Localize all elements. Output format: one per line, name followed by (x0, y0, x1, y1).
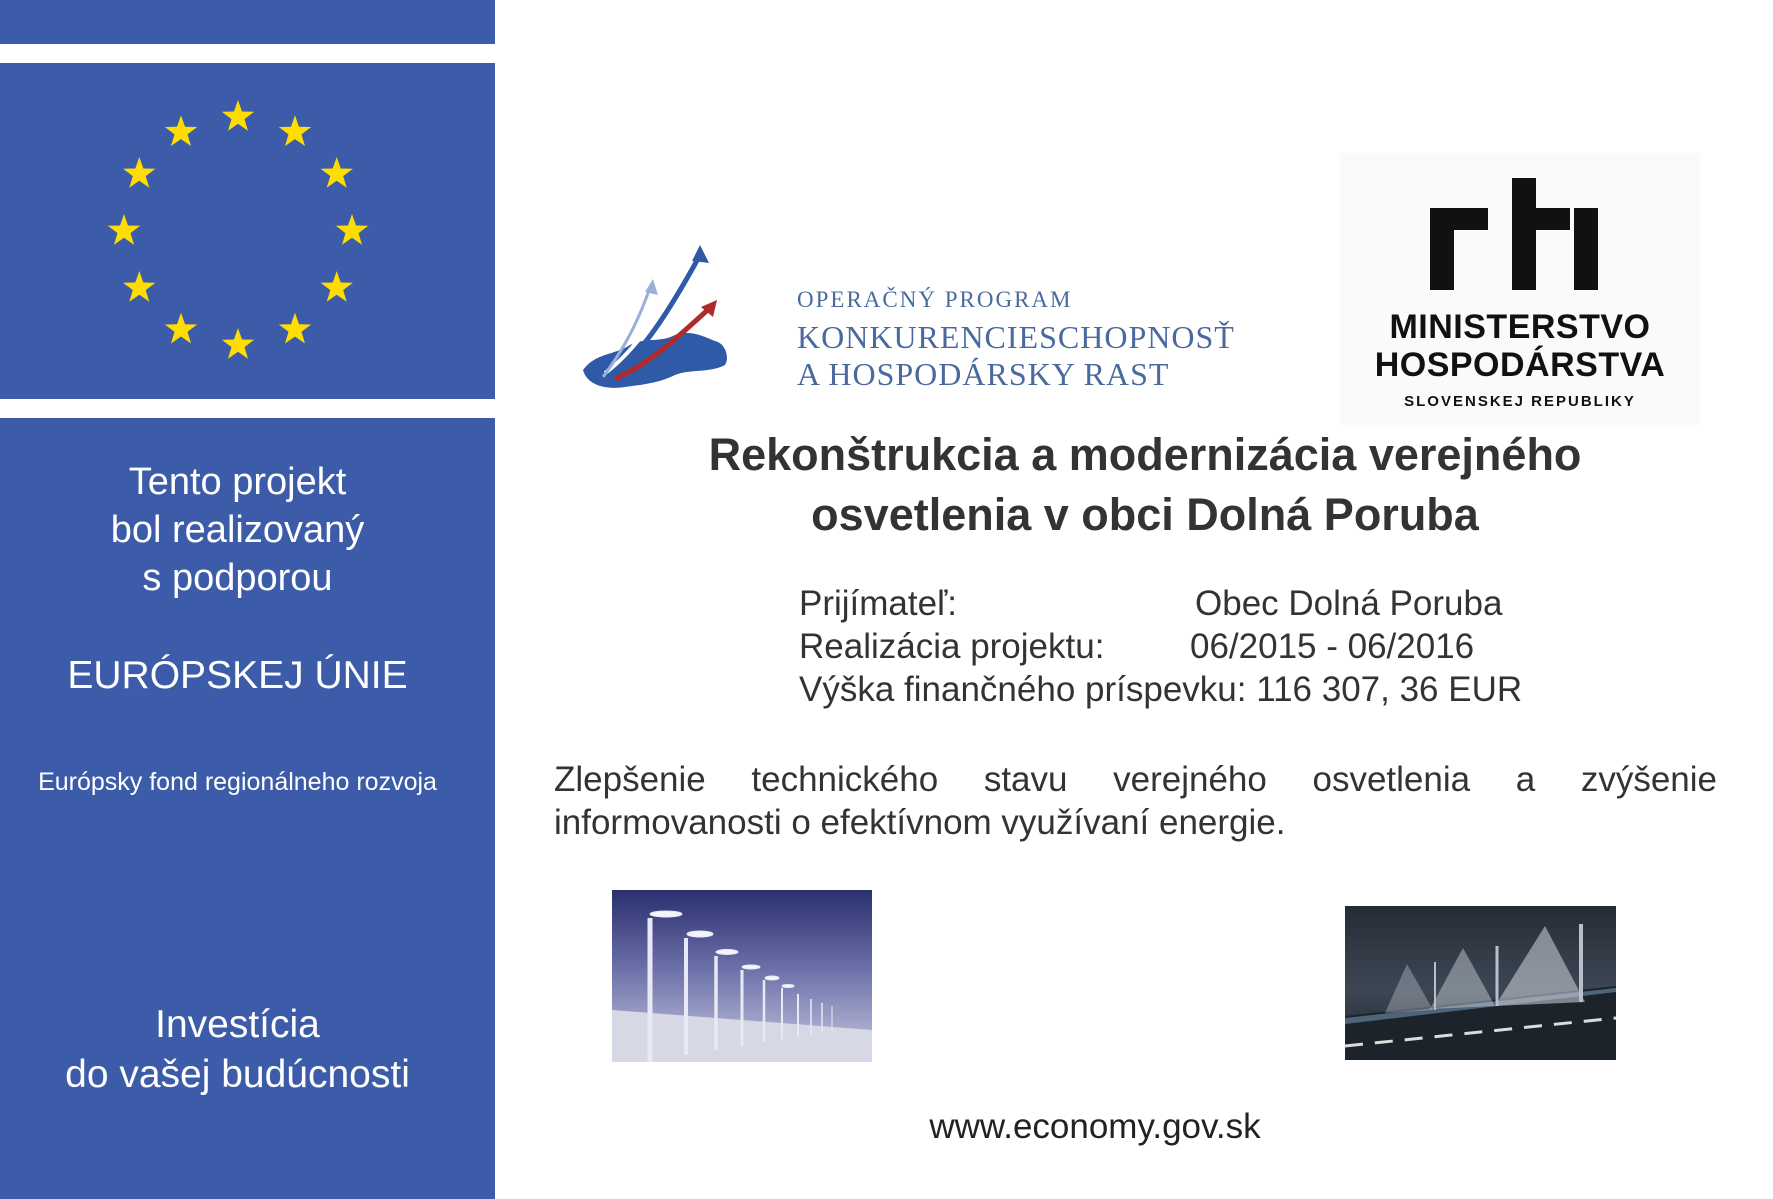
eu-support-box (0, 418, 495, 1199)
star-icon (321, 157, 353, 188)
op-line-1: OPERAČNÝ PROGRAM (797, 287, 1073, 312)
recipient-value: Obec Dolná Poruba (1195, 584, 1503, 623)
recipient-label: Prijímateľ: (799, 584, 958, 623)
ministry-line-2: HOSPODÁRSTVA (1374, 346, 1666, 384)
eu-title: EURÓPSKEJ ÚNIE (67, 654, 408, 697)
op-line-2: KONKURENCIESCHOPNOSŤ (797, 319, 1235, 355)
project-description: Zlepšenie technického stavu verejného osvetlenia a zvýšenie informovanosti o efektívnom využívaní energie. (554, 760, 1717, 842)
period-label: Realizácia projektu: (799, 627, 1105, 666)
ministry-line-3: SLOVENSKEJ REPUBLIKY (1404, 393, 1636, 410)
star-icon (321, 271, 353, 302)
slovakia-arrows-logo-icon (575, 245, 795, 405)
recipient-row (799, 584, 1503, 624)
op-line-3: A HOSPODÁRSKY RAST (797, 356, 1170, 392)
period-row (799, 627, 1475, 667)
ministry-line-1: MINISTERSTVO (1389, 308, 1651, 346)
star-icon (108, 214, 140, 245)
website-link[interactable]: www.economy.gov.sk (929, 1107, 1261, 1146)
star-icon (222, 100, 254, 131)
amount-row (799, 670, 1522, 710)
project-title: Rekonštrukcia a modernizácia verejného osvetlenia v obci Dolná Poruba (708, 429, 1582, 540)
support-text: Tento projekt bol realizovaný s podporou (110, 461, 365, 599)
star-icon (123, 157, 155, 188)
star-icon (123, 271, 155, 302)
eu-flag (0, 63, 495, 399)
ministry-logo (1340, 153, 1700, 425)
eu-flag-icon (0, 63, 495, 399)
amount-label: Výška finančného príspevku: (799, 670, 1247, 709)
op-logo (575, 245, 1265, 405)
star-icon (336, 214, 368, 245)
mh-monogram-icon (1430, 178, 1610, 290)
amount-value: 116 307, 36 EUR (1256, 670, 1523, 709)
blue-stripe (0, 0, 495, 44)
star-icon (279, 313, 311, 344)
star-icon (279, 115, 311, 146)
eu-panel (0, 0, 495, 1199)
invest-slogan: Investícia do vašej budúcnosti (65, 1003, 410, 1096)
road-lighting-photo (1345, 906, 1616, 1060)
period-value: 06/2015 - 06/2016 (1190, 627, 1475, 666)
star-icon (165, 313, 197, 344)
star-icon (165, 115, 197, 146)
star-icon (222, 328, 254, 359)
fund-name: Európsky fond regionálneho rozvoja (38, 768, 437, 796)
street-lamps-photo (612, 890, 872, 1062)
